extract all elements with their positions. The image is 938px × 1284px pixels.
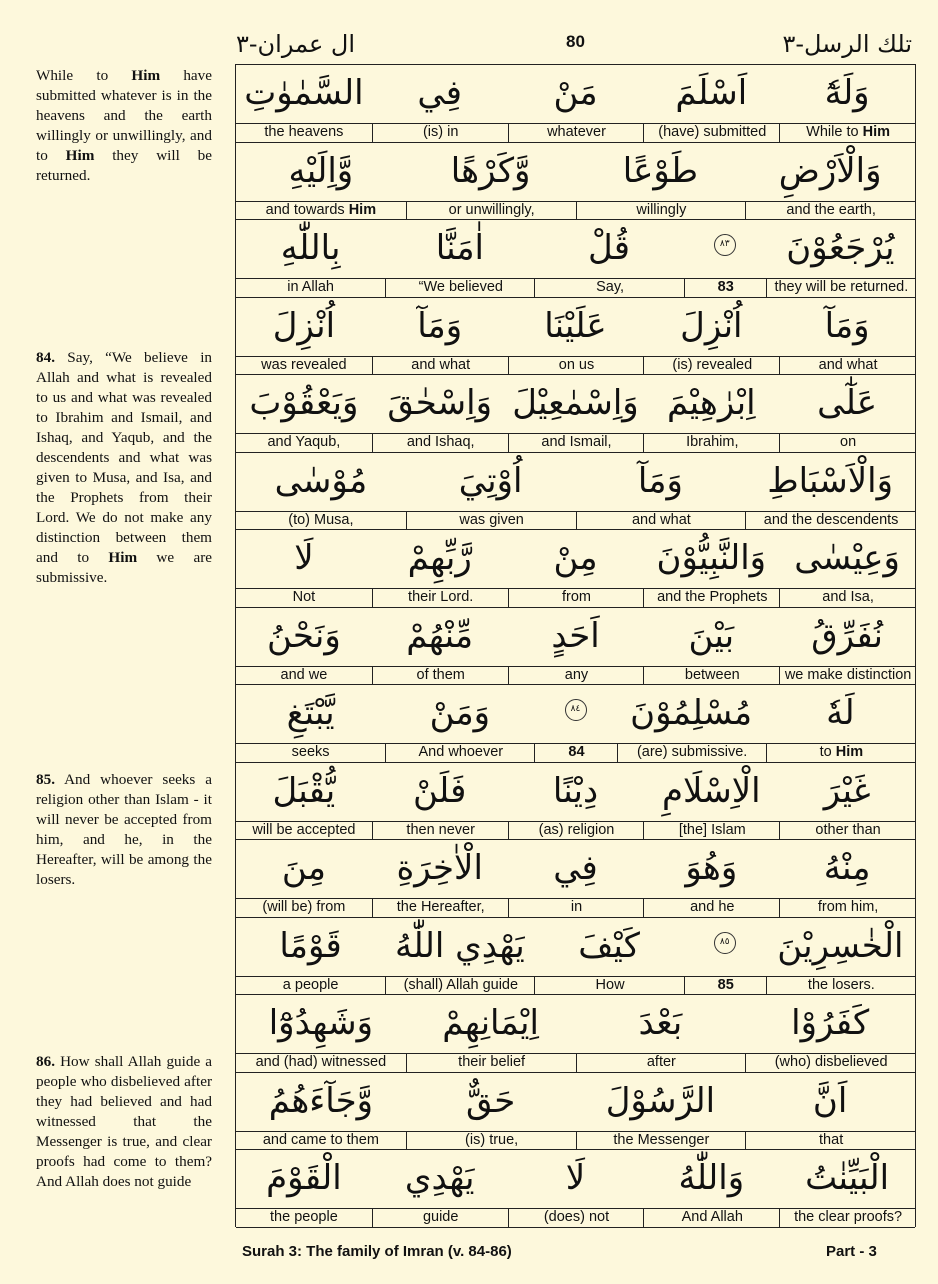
arabic-word: مِّنْهُمْ bbox=[406, 615, 474, 656]
arabic-word: قَوْمًا bbox=[279, 925, 342, 966]
arabic-word: وَمَآ bbox=[417, 305, 463, 346]
english-gloss: and he bbox=[643, 899, 780, 917]
arabic-line bbox=[236, 918, 915, 976]
english-gloss: and came to them bbox=[262, 1131, 379, 1148]
arabic-word: الرَّسُوْلَ bbox=[605, 1080, 716, 1121]
arabic-word: وَّاِلَيْهِ bbox=[288, 150, 354, 191]
verse-number: 85. bbox=[36, 771, 55, 788]
english-gloss: in bbox=[508, 899, 645, 917]
english-gloss: While to Him bbox=[779, 124, 916, 142]
arabic-line bbox=[236, 453, 915, 511]
english-gloss: that bbox=[745, 1132, 916, 1150]
english-gloss: and the descendents bbox=[745, 512, 916, 530]
arabic-word: مُسْلِمُوْنَ bbox=[630, 693, 753, 733]
verse-row bbox=[236, 530, 915, 608]
arabic-word: وَيَعْقُوْبَ bbox=[249, 383, 359, 423]
english-gloss: was given bbox=[406, 512, 577, 530]
english-gloss: (is) in bbox=[372, 124, 509, 142]
english-gloss: (will be) from bbox=[262, 899, 346, 915]
arabic-word: اُوْتِيَ bbox=[458, 460, 523, 501]
english-line bbox=[236, 433, 915, 453]
english-gloss: whatever bbox=[508, 124, 645, 142]
verse-row bbox=[236, 840, 915, 918]
english-gloss: in Allah bbox=[287, 279, 334, 295]
verse-row bbox=[236, 375, 915, 453]
english-gloss: and Yaqub, bbox=[267, 434, 341, 450]
english-gloss: will be accepted bbox=[252, 821, 356, 838]
english-line bbox=[236, 976, 915, 996]
arabic-word: السَّمٰوٰتِ bbox=[244, 73, 364, 113]
verse-row bbox=[236, 685, 915, 763]
verse-number-cell: 84 bbox=[534, 744, 617, 762]
verse-number: 84. bbox=[36, 349, 55, 366]
verse-number: 86. bbox=[36, 1053, 55, 1070]
arabic-word: بَيْنَ bbox=[688, 615, 735, 656]
arabic-word: وَمَآ bbox=[637, 460, 683, 501]
arabic-word: وَّكَرْهًا bbox=[450, 150, 531, 191]
arabic-word: وَلَهٗٓ bbox=[824, 73, 870, 113]
english-gloss: (is) revealed bbox=[643, 357, 780, 375]
english-gloss: (who) disbelieved bbox=[745, 1054, 916, 1072]
arabic-word: نُفَرِّقُ bbox=[811, 615, 883, 656]
english-gloss: and Isa, bbox=[779, 589, 916, 607]
verse-row bbox=[236, 143, 915, 221]
verse-row bbox=[236, 220, 915, 298]
arabic-word: وَمَنْ bbox=[429, 693, 491, 733]
verse-row bbox=[236, 995, 915, 1073]
translation-text: While to Him have submitted whatever is in the heavens and the earth willingly or unwillingly, and to Him they will be returned. bbox=[36, 67, 213, 184]
english-gloss: the clear proofs? bbox=[779, 1209, 916, 1227]
english-gloss: to Him bbox=[766, 744, 916, 762]
english-gloss: willingly bbox=[576, 202, 747, 220]
translation-verse-85 bbox=[36, 770, 212, 890]
arabic-line bbox=[236, 1150, 915, 1208]
english-gloss: was revealed bbox=[261, 356, 347, 373]
arabic-word: وَاللّٰهُ bbox=[678, 1158, 745, 1198]
english-gloss: the people bbox=[270, 1209, 338, 1225]
arabic-word: وَنَحْنُ bbox=[267, 615, 341, 656]
arabic-word: مِنْ bbox=[553, 538, 598, 578]
arabic-word: وَّجَآءَهُمُ bbox=[268, 1080, 374, 1121]
arabic-word: يُرْجَعُوْنَ bbox=[786, 228, 895, 268]
arabic-word: مِنْهُ bbox=[823, 848, 871, 888]
english-gloss: the heavens bbox=[264, 124, 344, 140]
english-gloss: from him, bbox=[779, 899, 916, 917]
english-gloss: And whoever bbox=[385, 744, 535, 762]
translation-text: 84. Say, “We believe in Allah and what is revealed to us and what was revealed to Ibrahim and Ismail, and Ishaq, and Yaqub, and the descendents and what was given to Musa, and Isa, and the Prophets from their Lord. We do not make any distinction between them and to Him we are submissive. bbox=[36, 349, 213, 586]
verse-row bbox=[236, 1150, 915, 1228]
arabic-word: وَهُوَ bbox=[685, 848, 738, 888]
arabic-word: لَا bbox=[565, 1158, 586, 1198]
arabic-word: اَسْلَمَ bbox=[675, 73, 748, 113]
verse-row bbox=[236, 608, 915, 686]
arabic-word: مَنْ bbox=[553, 73, 598, 113]
english-gloss: other than bbox=[779, 822, 916, 840]
english-gloss: then never bbox=[372, 822, 509, 840]
verse-row bbox=[236, 918, 915, 996]
english-gloss: the losers. bbox=[766, 977, 916, 995]
english-gloss: “We believed bbox=[385, 279, 535, 297]
arabic-word: كَفَرُوْا bbox=[791, 1003, 870, 1043]
arabic-word: مُوْسٰى bbox=[274, 460, 368, 501]
english-gloss: and (had) witnessed bbox=[255, 1054, 387, 1070]
english-gloss: or unwillingly, bbox=[406, 202, 577, 220]
arabic-word: وَشَهِدُوْٓا bbox=[268, 1003, 374, 1043]
arabic-line bbox=[236, 608, 915, 666]
translation-verse-86 bbox=[36, 1052, 212, 1192]
english-gloss: seeks bbox=[291, 744, 330, 760]
english-line bbox=[236, 356, 915, 376]
arabic-word: رَّبِّهِمْ bbox=[407, 538, 472, 578]
english-gloss: and the Prophets bbox=[643, 589, 780, 607]
verse-row bbox=[236, 453, 915, 531]
english-gloss: (to) Musa, bbox=[288, 511, 354, 528]
arabic-word: كَيْفَ bbox=[578, 925, 640, 966]
english-line bbox=[236, 123, 915, 143]
english-gloss: and what bbox=[372, 357, 509, 375]
english-gloss: Ibrahim, bbox=[643, 434, 780, 452]
arabic-word: عَلَيْنَا bbox=[544, 305, 607, 346]
arabic-word: دِيْنًا bbox=[552, 770, 599, 811]
translation-text: 85. And whoever seeks a religion other than Islam - it will never be accepted from him, and he, in the Hereafter, will be among the losers. bbox=[36, 771, 212, 888]
arabic-word: وَمَآ bbox=[824, 305, 870, 346]
english-gloss: and towards Him bbox=[265, 201, 377, 218]
english-gloss: guide bbox=[372, 1209, 509, 1227]
english-line bbox=[236, 1208, 915, 1228]
english-line bbox=[236, 511, 915, 531]
english-line bbox=[236, 278, 915, 298]
arabic-word: حَقٌّ bbox=[465, 1080, 516, 1121]
english-gloss: between bbox=[643, 667, 780, 685]
arabic-word: اٰمَنَّا bbox=[435, 228, 484, 268]
arabic-line bbox=[236, 375, 915, 433]
english-gloss: their belief bbox=[406, 1054, 577, 1072]
english-line bbox=[236, 898, 915, 918]
english-gloss: of them bbox=[372, 667, 509, 685]
arabic-line bbox=[236, 840, 915, 898]
arabic-line bbox=[236, 220, 915, 278]
english-gloss: a people bbox=[282, 976, 339, 993]
english-gloss: they will be returned. bbox=[766, 279, 916, 297]
verse-number-cell: 85 bbox=[684, 977, 767, 995]
footer-surah-title: Surah 3: The family of Imran (v. 84-86) bbox=[242, 1243, 512, 1260]
arabic-word: يَهْدِي اللّٰهُ bbox=[394, 925, 525, 966]
english-gloss: How bbox=[534, 977, 684, 995]
arabic-word: اِيْمَانِهِمْ bbox=[442, 1003, 539, 1043]
english-gloss: (is) true, bbox=[406, 1132, 577, 1150]
arabic-word: الْخٰسِرِيْنَ bbox=[777, 925, 904, 966]
arabic-word: قُلْ bbox=[588, 228, 631, 268]
verse-row bbox=[236, 298, 915, 376]
ayah-marker: ٨٣ bbox=[714, 234, 736, 256]
english-gloss: (shall) Allah guide bbox=[385, 977, 535, 995]
arabic-line bbox=[236, 530, 915, 588]
arabic-word: الْبَيِّنٰتُ bbox=[805, 1158, 890, 1198]
arabic-word: عَلٰٓى bbox=[817, 383, 878, 423]
english-gloss: on bbox=[779, 434, 916, 452]
english-gloss: and Ishaq, bbox=[372, 434, 509, 452]
english-gloss: (are) submissive. bbox=[617, 744, 767, 762]
arabic-word: فِي bbox=[417, 73, 462, 113]
translation-text: 86. How shall Allah guide a people who disbelieved after they had believed and had witnessed that the Messenger is true, and clear proofs had come to them? And Allah does not guide bbox=[36, 1053, 213, 1190]
verse-row bbox=[236, 763, 915, 841]
arabic-word: طَوْعًا bbox=[622, 150, 699, 191]
verse-row bbox=[236, 1073, 915, 1151]
translation-verse-84 bbox=[36, 348, 212, 588]
english-gloss: and the earth, bbox=[745, 202, 916, 220]
arabic-word: اَحَدٍ bbox=[551, 615, 600, 656]
english-gloss: from bbox=[508, 589, 645, 607]
english-line bbox=[236, 1053, 915, 1073]
english-gloss: we make distinction bbox=[779, 667, 916, 685]
ayah-marker: ٨٤ bbox=[565, 699, 587, 721]
english-gloss: [the] Islam bbox=[643, 822, 780, 840]
english-line bbox=[236, 201, 915, 221]
arabic-word: الْاٰخِرَةِ bbox=[396, 848, 483, 888]
verse-row bbox=[236, 65, 915, 143]
arabic-line bbox=[236, 685, 915, 743]
arabic-word: وَعِيْسٰى bbox=[794, 538, 900, 578]
ayah-marker: ٨٥ bbox=[714, 932, 736, 954]
arabic-word: يَهْدِي bbox=[404, 1158, 475, 1198]
english-line bbox=[236, 666, 915, 686]
arabic-line bbox=[236, 995, 915, 1053]
arabic-word: اَنَّ bbox=[812, 1080, 848, 1121]
arabic-line bbox=[236, 143, 915, 201]
english-gloss: and we bbox=[280, 666, 328, 683]
english-gloss: And Allah bbox=[643, 1209, 780, 1227]
arabic-word: غَيْرَ bbox=[823, 770, 871, 811]
arabic-line bbox=[236, 298, 915, 356]
arabic-word: وَالْاَسْبَاطِ bbox=[767, 460, 894, 501]
english-gloss: and what bbox=[576, 512, 747, 530]
arabic-line bbox=[236, 763, 915, 821]
arabic-word: اُنْزِلَ bbox=[680, 305, 743, 346]
arabic-word: فِي bbox=[553, 848, 598, 888]
arabic-word: وَالنَّبِيُّوْنَ bbox=[656, 538, 767, 578]
english-gloss: Say, bbox=[534, 279, 684, 297]
header-juz-arabic: تلك الرسل-٣ bbox=[782, 30, 912, 58]
arabic-word: بَعْدَ bbox=[638, 1003, 683, 1043]
arabic-word: الْقَوْمَ bbox=[266, 1158, 342, 1198]
arabic-word: اِبْرٰهِيْمَ bbox=[667, 383, 756, 423]
english-line bbox=[236, 588, 915, 608]
english-gloss: and what bbox=[779, 357, 916, 375]
page-number: 80 bbox=[566, 32, 585, 51]
translation-verse-83 bbox=[36, 66, 212, 186]
arabic-line bbox=[236, 1073, 915, 1131]
english-gloss: after bbox=[576, 1054, 747, 1072]
arabic-word: وَالْاَرْضِ bbox=[778, 150, 882, 191]
english-line bbox=[236, 743, 915, 763]
english-gloss: any bbox=[508, 667, 645, 685]
arabic-word: بِاللّٰهِ bbox=[280, 228, 341, 268]
english-gloss: their Lord. bbox=[372, 589, 509, 607]
arabic-word: لَهٗ bbox=[826, 693, 855, 733]
english-gloss: and Ismail, bbox=[508, 434, 645, 452]
arabic-word: فَلَنْ bbox=[412, 770, 467, 811]
header-surah-arabic: ال عمران-٣ bbox=[236, 30, 356, 58]
word-by-word-grid bbox=[235, 64, 916, 1227]
english-gloss: on us bbox=[508, 357, 645, 375]
english-gloss: (as) religion bbox=[508, 822, 645, 840]
arabic-word: يُّقْبَلَ bbox=[272, 770, 336, 811]
english-line bbox=[236, 821, 915, 841]
arabic-word: لَا bbox=[294, 538, 314, 578]
english-gloss: (have) submitted bbox=[643, 124, 780, 142]
verse-number-cell: 83 bbox=[684, 279, 767, 297]
english-line bbox=[236, 1131, 915, 1151]
arabic-word: يَّبْتَغِ bbox=[286, 693, 335, 733]
english-gloss: the Hereafter, bbox=[372, 899, 509, 917]
footer-part: Part - 3 bbox=[826, 1243, 877, 1260]
arabic-word: مِنَ bbox=[281, 848, 326, 888]
arabic-word: اُنْزِلَ bbox=[272, 305, 336, 346]
arabic-line bbox=[236, 65, 915, 123]
arabic-word: الْاِسْلَامِ bbox=[661, 770, 761, 811]
arabic-word: وَاِسْحٰقَ bbox=[387, 383, 493, 423]
arabic-word: وَاِسْمٰعِيْلَ bbox=[512, 383, 639, 423]
english-gloss: (does) not bbox=[508, 1209, 645, 1227]
english-gloss: the Messenger bbox=[576, 1132, 747, 1150]
english-gloss: Not bbox=[292, 589, 316, 605]
